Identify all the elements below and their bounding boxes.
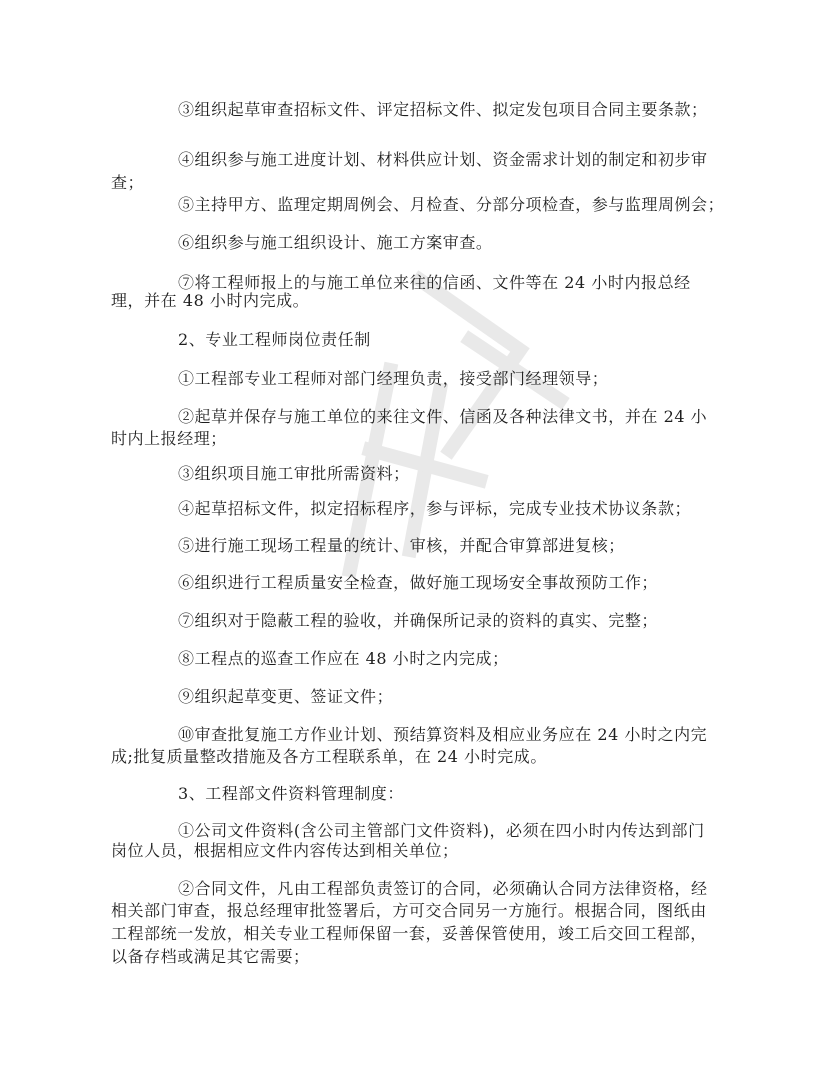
paragraph-line: 成;批复质量整改措施及各方工程联系单，在 24 小时完成。 <box>111 747 547 766</box>
paragraph-line: ①工程部专业工程师对部门经理负责，接受部门经理领导； <box>178 369 609 388</box>
paragraph-line: ④组织参与施工进度计划、材料供应计划、资金需求计划的制定和初步审 <box>178 150 708 169</box>
section-heading: 3、工程部文件资料管理制度： <box>178 784 404 803</box>
paragraph-line: 查； <box>111 173 145 192</box>
paragraph-line: ③组织起草审查招标文件、评定招标文件、拟定发包项目合同主要条款； <box>178 100 708 119</box>
paragraph-line: 时内上报经理； <box>111 429 227 448</box>
paragraph-line: ⑦组织对于隐蔽工程的验收，并确保所记录的资料的真实、完整； <box>178 611 658 630</box>
paragraph-line: ⑧工程点的巡查工作应在 48 小时之内完成； <box>178 649 509 668</box>
paragraph-line: ⑤主持甲方、监理定期周例会、月检查、分部分项检查，参与监理周例会； <box>178 195 725 214</box>
paragraph-line: ⑥组织参与施工组织设计、施工方案审查。 <box>178 233 493 252</box>
paragraph-line: 以备存档或满足其它需要； <box>111 947 310 966</box>
paragraph-line: ①公司文件资料(含公司主管部门文件资料)，必须在四小时内传达到部门 <box>178 821 705 840</box>
paragraph-line: ③组织项目施工审批所需资料； <box>178 464 410 483</box>
paragraph-line: ⑦将工程师报上的与施工单位来往的信函、文件等在 24 小时内报总经 <box>178 273 691 292</box>
paragraph-line: ④起草招标文件，拟定招标程序，参与评标，完成专业技术协议条款； <box>178 499 692 518</box>
paragraph-line: ⑥组织进行工程质量安全检查，做好施工现场安全事故预防工作； <box>178 573 658 592</box>
paragraph-line: 理，并在 48 小时内完成。 <box>111 291 310 310</box>
paragraph-line: ⑨组织起草变更、签证文件； <box>178 687 394 706</box>
paragraph-line: ②合同文件，凡由工程部负责签订的合同，必须确认合同方法律资格，经 <box>178 879 708 898</box>
paragraph-line: ⑩审查批复施工方作业计划、预结算资料及相应业务应在 24 小时之内完 <box>178 725 708 744</box>
paragraph-line: ⑤进行施工现场工程量的统计、审核，并配合审算部进复核； <box>178 536 625 555</box>
paragraph-line: ②起草并保存与施工单位的来往文件、信函及各种法律文书，并在 24 小 <box>178 407 708 426</box>
paragraph-line: 相关部门审查，报总经理审批签署后，方可交合同另一方施行。根据合同，图纸由 <box>111 901 707 920</box>
paragraph-line: 工程部统一发放，相关专业工程师保留一套，妥善保管使用，竣工后交回工程部， <box>111 924 707 943</box>
section-heading: 2、专业工程师岗位责任制 <box>178 330 371 349</box>
paragraph-line: 岗位人员，根据相应文件内容传达到相关单位； <box>111 841 459 860</box>
